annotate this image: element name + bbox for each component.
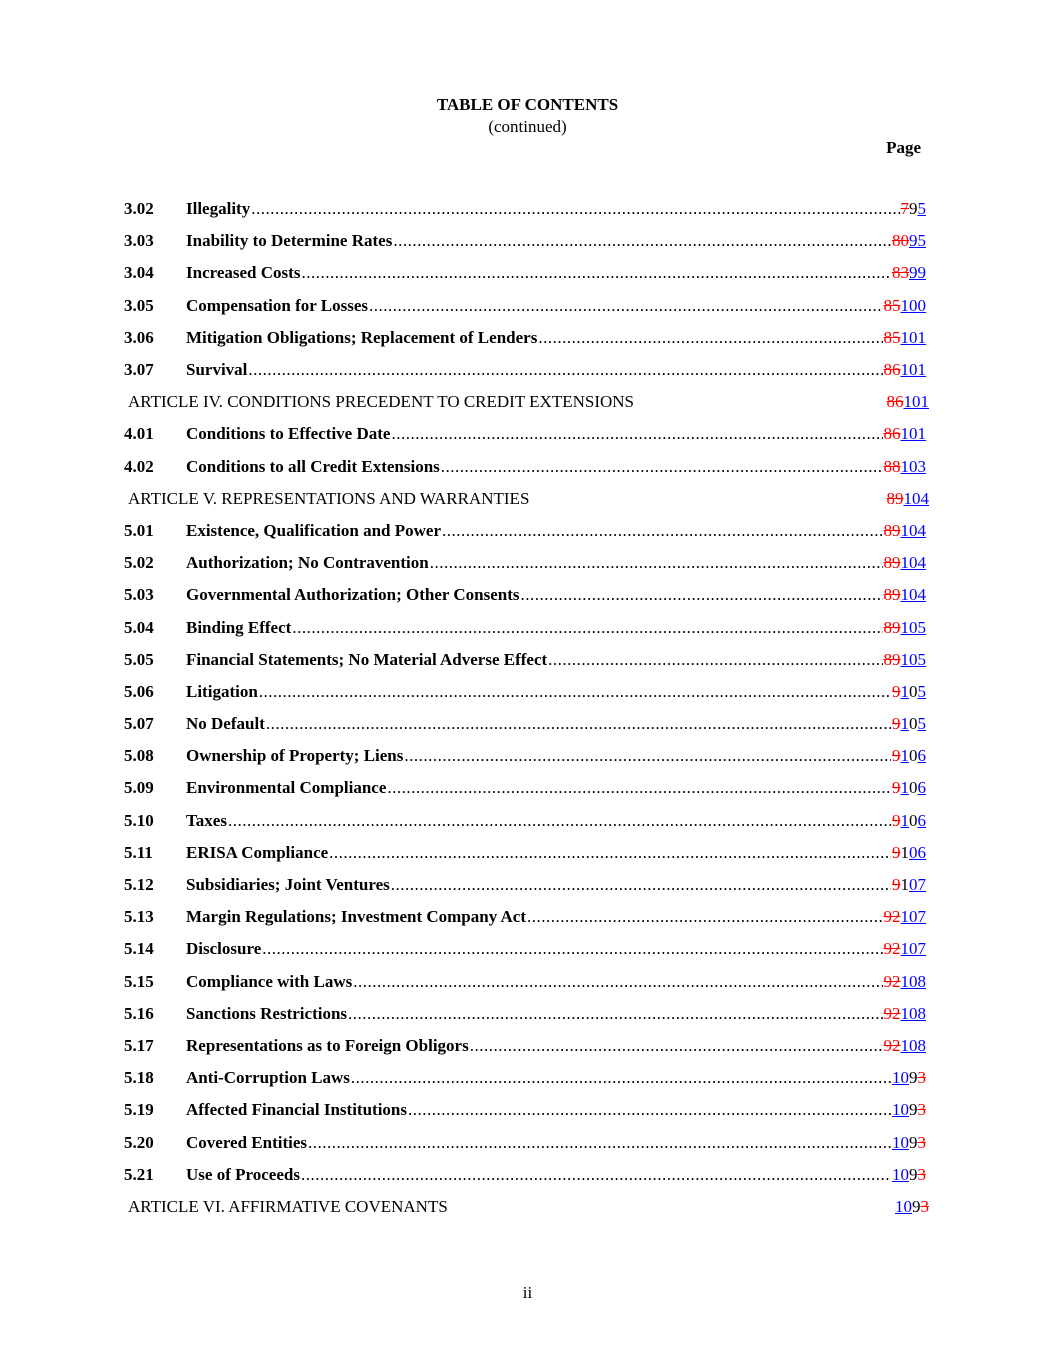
dot-leader bbox=[348, 1004, 882, 1024]
dot-leader bbox=[393, 231, 891, 251]
inserted-page-number: 1 bbox=[900, 778, 909, 798]
inserted-page-number: 1 bbox=[900, 681, 909, 701]
page-number-text: 9 bbox=[909, 1100, 918, 1120]
toc-entry-row[interactable] bbox=[124, 1030, 926, 1062]
section-title: Sanctions Restrictions bbox=[186, 1003, 348, 1023]
page-number-text: 1 bbox=[900, 875, 909, 895]
deleted-page-number: 92 bbox=[883, 1035, 901, 1055]
section-title: Increased Costs bbox=[186, 263, 301, 283]
toc-entry-row[interactable] bbox=[124, 676, 926, 708]
deleted-page-number: 9 bbox=[892, 681, 901, 701]
article-title: ARTICLE VI. AFFIRMATIVE COVENANTS bbox=[128, 1196, 448, 1216]
inserted-page-number: 105 bbox=[900, 649, 926, 669]
inserted-page-number: 99 bbox=[909, 263, 926, 283]
deleted-page-number: 86 bbox=[883, 424, 901, 444]
dot-leader bbox=[228, 811, 891, 831]
page-reference bbox=[892, 746, 926, 766]
inserted-page-number: 1 bbox=[900, 810, 909, 830]
section-title: Margin Regulations; Investment Company Act bbox=[186, 907, 526, 927]
section-number: 5.07 bbox=[124, 714, 154, 734]
inserted-page-number: 10 bbox=[892, 1068, 909, 1088]
page-reference bbox=[884, 618, 927, 638]
section-title: Financial Statements; No Material Adverse Effect bbox=[186, 649, 548, 669]
section-title: Survival bbox=[186, 360, 248, 380]
section-number: 5.14 bbox=[124, 939, 154, 959]
dot-leader bbox=[353, 972, 882, 992]
section-number: 3.03 bbox=[124, 231, 154, 251]
page-reference bbox=[892, 778, 926, 798]
toc-entry-row[interactable] bbox=[124, 837, 926, 869]
dot-leader bbox=[266, 714, 891, 734]
toc-article-row[interactable] bbox=[124, 386, 929, 418]
deleted-page-number: 85 bbox=[883, 295, 901, 315]
toc-entry-row[interactable] bbox=[124, 772, 926, 804]
deleted-page-number: 3 bbox=[917, 1068, 926, 1088]
deleted-page-number: 7 bbox=[900, 199, 909, 219]
dot-leader bbox=[470, 1036, 883, 1056]
toc-entry-row[interactable] bbox=[124, 1159, 926, 1191]
toc-entry-row[interactable] bbox=[124, 611, 926, 643]
section-title: Taxes bbox=[186, 810, 227, 830]
toc-entry-row[interactable] bbox=[124, 354, 926, 386]
page-number-text: 9 bbox=[909, 1132, 918, 1152]
inserted-page-number: 6 bbox=[917, 810, 926, 830]
toc-article-row[interactable] bbox=[124, 483, 929, 515]
dot-leader bbox=[538, 328, 882, 348]
page-title: TABLE OF CONTENTS bbox=[436, 95, 619, 114]
deleted-page-number: 92 bbox=[883, 939, 901, 959]
inserted-page-number: 10 bbox=[895, 1196, 912, 1216]
section-number: 5.06 bbox=[124, 681, 154, 701]
page-reference bbox=[884, 424, 927, 444]
deleted-page-number: 3 bbox=[920, 1196, 929, 1216]
section-number: 5.17 bbox=[124, 1035, 154, 1055]
dot-leader bbox=[527, 907, 883, 927]
deleted-page-number: 89 bbox=[883, 585, 901, 605]
section-title: Covered Entities bbox=[186, 1132, 308, 1152]
dot-leader bbox=[521, 585, 883, 605]
dot-leader bbox=[329, 843, 891, 863]
section-number: 5.19 bbox=[124, 1100, 154, 1120]
page-subtitle: (continued) bbox=[488, 117, 567, 136]
deleted-page-number: 3 bbox=[917, 1100, 926, 1120]
page-number-text: 9 bbox=[909, 1164, 918, 1184]
inserted-page-number: 100 bbox=[900, 295, 926, 315]
inserted-page-number: 107 bbox=[900, 907, 926, 927]
section-number: 5.04 bbox=[124, 617, 154, 637]
section-title: Mitigation Obligations; Replacement of Lenders bbox=[186, 327, 538, 347]
inserted-page-number: 10 bbox=[892, 1132, 909, 1152]
inserted-page-number: 06 bbox=[909, 842, 926, 862]
toc-entry-row[interactable] bbox=[124, 451, 926, 483]
section-title: Compensation for Losses bbox=[186, 295, 368, 315]
section-title: Authorization; No Contravention bbox=[186, 553, 429, 573]
dot-leader bbox=[408, 1100, 891, 1120]
toc-entry-row[interactable] bbox=[124, 547, 926, 579]
page-number-text: 0 bbox=[909, 681, 918, 701]
section-number: 5.16 bbox=[124, 1003, 154, 1023]
inserted-page-number: 1 bbox=[900, 714, 909, 734]
deleted-page-number: 92 bbox=[883, 1003, 901, 1023]
page-reference bbox=[892, 1068, 926, 1088]
deleted-page-number: 86 bbox=[883, 360, 901, 380]
inserted-page-number: 108 bbox=[900, 1003, 926, 1023]
inserted-page-number: 104 bbox=[900, 553, 926, 573]
inserted-page-number: 101 bbox=[900, 327, 926, 347]
dot-leader bbox=[301, 1165, 891, 1185]
inserted-page-number: 104 bbox=[900, 585, 926, 605]
dot-leader bbox=[251, 199, 899, 219]
page-reference bbox=[884, 650, 927, 670]
page-reference bbox=[892, 1165, 926, 1185]
toc-entry-row[interactable] bbox=[124, 901, 926, 933]
toc-entry-row[interactable] bbox=[124, 708, 926, 740]
inserted-page-number: 5 bbox=[917, 199, 926, 219]
page-reference bbox=[895, 1197, 929, 1217]
section-number: 3.04 bbox=[124, 263, 154, 283]
section-number: 5.15 bbox=[124, 971, 154, 991]
section-title: ERISA Compliance bbox=[186, 842, 329, 862]
inserted-page-number: 101 bbox=[900, 360, 926, 380]
page-number-text: 1 bbox=[900, 842, 909, 862]
deleted-page-number: 83 bbox=[892, 263, 909, 283]
inserted-page-number: 108 bbox=[900, 971, 926, 991]
inserted-page-number: 95 bbox=[909, 231, 926, 251]
page-reference bbox=[901, 199, 927, 219]
section-title: Use of Proceeds bbox=[186, 1164, 300, 1184]
inserted-page-number: 108 bbox=[900, 1035, 926, 1055]
toc-entry-row[interactable] bbox=[124, 644, 926, 676]
section-title: Existence, Qualification and Power bbox=[186, 520, 441, 540]
dot-leader bbox=[292, 618, 882, 638]
page-reference bbox=[892, 843, 926, 863]
page-reference bbox=[892, 1100, 926, 1120]
page-reference bbox=[884, 296, 927, 316]
dot-leader bbox=[369, 296, 883, 316]
deleted-page-number: 89 bbox=[883, 520, 901, 540]
section-title: Environmental Compliance bbox=[186, 778, 387, 798]
section-number: 4.02 bbox=[124, 456, 154, 476]
toc-entry-row[interactable] bbox=[124, 966, 926, 998]
section-title: Anti-Corruption Laws bbox=[186, 1068, 350, 1088]
toc-entry-row[interactable] bbox=[124, 998, 926, 1030]
section-title: Affected Financial Institutions bbox=[186, 1100, 407, 1120]
section-title: Inability to Determine Rates bbox=[186, 231, 393, 251]
inserted-page-number: 6 bbox=[917, 746, 926, 766]
section-title: Subsidiaries; Joint Ventures bbox=[186, 875, 390, 895]
page-reference bbox=[884, 328, 927, 348]
deleted-page-number: 86 bbox=[886, 392, 904, 412]
page-reference bbox=[892, 1133, 926, 1153]
toc-entry-row[interactable] bbox=[124, 1062, 926, 1094]
section-title: Illegality bbox=[186, 199, 251, 219]
dot-leader bbox=[391, 424, 882, 444]
toc-list bbox=[124, 193, 929, 1223]
dot-leader bbox=[248, 360, 882, 380]
toc-entry-row[interactable] bbox=[124, 225, 926, 257]
page-column-label: Page bbox=[886, 138, 921, 157]
toc-entry-row[interactable] bbox=[124, 805, 926, 837]
section-title: Ownership of Property; Liens bbox=[186, 746, 404, 766]
toc-entry-row[interactable] bbox=[124, 1126, 926, 1158]
page-reference bbox=[884, 553, 927, 573]
deleted-page-number: 3 bbox=[917, 1164, 926, 1184]
deleted-page-number: 9 bbox=[892, 875, 901, 895]
page-reference bbox=[884, 360, 927, 380]
page-number-text: 9 bbox=[912, 1196, 921, 1216]
deleted-page-number: 89 bbox=[883, 617, 901, 637]
page-reference bbox=[884, 1004, 927, 1024]
toc-entry-row[interactable] bbox=[124, 193, 926, 225]
dot-leader bbox=[391, 875, 891, 895]
inserted-page-number: 101 bbox=[900, 424, 926, 444]
toc-entry-row[interactable] bbox=[124, 933, 926, 965]
section-number: 5.13 bbox=[124, 907, 154, 927]
page-reference bbox=[884, 1036, 927, 1056]
section-title: Compliance with Laws bbox=[186, 971, 353, 991]
dot-leader bbox=[442, 521, 883, 541]
section-number: 5.09 bbox=[124, 778, 154, 798]
page-reference bbox=[892, 811, 926, 831]
dot-leader bbox=[262, 939, 882, 959]
page-number-text: 0 bbox=[909, 714, 918, 734]
section-number: 5.10 bbox=[124, 810, 154, 830]
page-number: ii bbox=[522, 1283, 533, 1302]
toc-entry-row[interactable] bbox=[124, 740, 926, 772]
section-number: 5.08 bbox=[124, 746, 154, 766]
inserted-page-number: 104 bbox=[900, 520, 926, 540]
article-title: ARTICLE IV. CONDITIONS PRECEDENT TO CREDIT EXTENSIONS bbox=[128, 392, 634, 412]
toc-entry-row[interactable] bbox=[124, 257, 926, 289]
toc-entry-row[interactable] bbox=[124, 322, 926, 354]
page-reference bbox=[884, 585, 927, 605]
section-title: Disclosure bbox=[186, 939, 262, 959]
page-reference bbox=[884, 972, 927, 992]
toc-article-row[interactable] bbox=[124, 1191, 929, 1223]
inserted-page-number: 5 bbox=[917, 681, 926, 701]
inserted-page-number: 107 bbox=[900, 939, 926, 959]
section-number: 5.12 bbox=[124, 875, 154, 895]
section-number: 5.18 bbox=[124, 1068, 154, 1088]
page-number-text: 0 bbox=[909, 746, 918, 766]
page-number-text: 9 bbox=[909, 199, 918, 219]
deleted-page-number: 89 bbox=[883, 649, 901, 669]
page-number-text: 9 bbox=[909, 1068, 918, 1088]
deleted-page-number: 9 bbox=[892, 746, 901, 766]
page-reference bbox=[884, 521, 927, 541]
toc-header bbox=[0, 94, 1055, 138]
toc-entry-row[interactable] bbox=[124, 418, 926, 450]
dot-leader bbox=[308, 1133, 891, 1153]
toc-entry-row[interactable] bbox=[124, 515, 926, 547]
section-title: Governmental Authorization; Other Consents bbox=[186, 585, 520, 605]
section-title: No Default bbox=[186, 714, 265, 734]
dot-leader bbox=[548, 650, 882, 670]
page-reference bbox=[884, 939, 927, 959]
section-number: 5.11 bbox=[124, 842, 153, 862]
section-number: 3.02 bbox=[124, 199, 154, 219]
page-reference bbox=[892, 263, 926, 283]
section-title: Representations as to Foreign Obligors bbox=[186, 1035, 469, 1055]
section-number: 5.03 bbox=[124, 585, 154, 605]
section-number: 3.07 bbox=[124, 360, 154, 380]
dot-leader bbox=[441, 457, 883, 477]
page-reference bbox=[887, 392, 930, 412]
section-number: 3.05 bbox=[124, 295, 154, 315]
inserted-page-number: 105 bbox=[900, 617, 926, 637]
inserted-page-number: 10 bbox=[892, 1164, 909, 1184]
page-reference bbox=[892, 682, 926, 702]
deleted-page-number: 89 bbox=[883, 553, 901, 573]
toc-entry-row[interactable] bbox=[124, 869, 926, 901]
deleted-page-number: 9 bbox=[892, 810, 901, 830]
toc-entry-row[interactable] bbox=[124, 290, 926, 322]
toc-entry-row[interactable] bbox=[124, 579, 926, 611]
page-reference bbox=[884, 907, 927, 927]
section-number: 4.01 bbox=[124, 424, 154, 444]
inserted-page-number: 10 bbox=[892, 1100, 909, 1120]
dot-leader bbox=[259, 682, 891, 702]
inserted-page-number: 6 bbox=[917, 778, 926, 798]
inserted-page-number: 101 bbox=[903, 392, 929, 412]
page-reference bbox=[892, 231, 926, 251]
page-reference bbox=[892, 714, 926, 734]
page-number-text: 0 bbox=[909, 810, 918, 830]
inserted-page-number: 1 bbox=[900, 746, 909, 766]
section-number: 5.02 bbox=[124, 553, 154, 573]
section-title: Litigation bbox=[186, 681, 258, 701]
deleted-page-number: 92 bbox=[883, 971, 901, 991]
section-number: 5.01 bbox=[124, 520, 154, 540]
page-reference bbox=[887, 489, 930, 509]
section-number: 5.21 bbox=[124, 1164, 154, 1184]
deleted-page-number: 9 bbox=[892, 714, 901, 734]
inserted-page-number: 104 bbox=[903, 488, 929, 508]
article-title: ARTICLE V. REPRESENTATIONS AND WARRANTIES bbox=[128, 488, 530, 508]
page-reference bbox=[884, 457, 927, 477]
dot-leader bbox=[404, 746, 891, 766]
deleted-page-number: 88 bbox=[883, 456, 901, 476]
page-reference bbox=[892, 875, 926, 895]
deleted-page-number: 80 bbox=[892, 231, 909, 251]
dot-leader bbox=[351, 1068, 891, 1088]
dot-leader bbox=[301, 263, 891, 283]
deleted-page-number: 9 bbox=[892, 778, 901, 798]
section-number: 5.20 bbox=[124, 1132, 154, 1152]
page-number-text: 0 bbox=[909, 778, 918, 798]
toc-entry-row[interactable] bbox=[124, 1094, 926, 1126]
inserted-page-number: 07 bbox=[909, 875, 926, 895]
deleted-page-number: 9 bbox=[892, 842, 901, 862]
section-title: Conditions to Effective Date bbox=[186, 424, 391, 444]
section-title: Conditions to all Credit Extensions bbox=[186, 456, 440, 476]
deleted-page-number: 92 bbox=[883, 907, 901, 927]
section-title: Binding Effect bbox=[186, 617, 292, 637]
deleted-page-number: 85 bbox=[883, 327, 901, 347]
section-number: 5.05 bbox=[124, 649, 154, 669]
inserted-page-number: 103 bbox=[900, 456, 926, 476]
dot-leader bbox=[430, 553, 883, 573]
dot-leader bbox=[387, 778, 891, 798]
deleted-page-number: 3 bbox=[917, 1132, 926, 1152]
section-number: 3.06 bbox=[124, 327, 154, 347]
inserted-page-number: 5 bbox=[917, 714, 926, 734]
deleted-page-number: 89 bbox=[886, 488, 904, 508]
